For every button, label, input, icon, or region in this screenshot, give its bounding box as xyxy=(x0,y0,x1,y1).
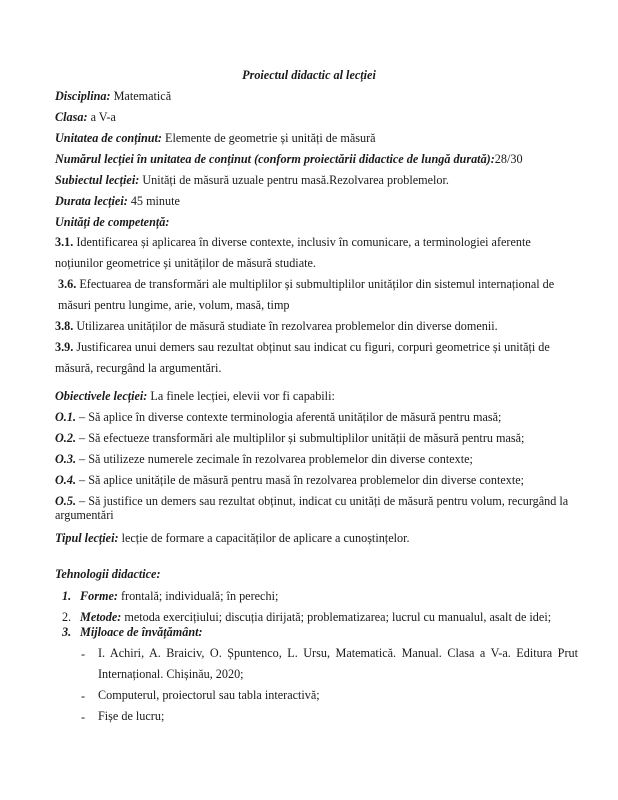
field-label: Clasa: xyxy=(55,110,88,124)
mijloc-text: Fișe de lucru; xyxy=(98,709,165,723)
tehnologie-label: Mijloace de învățământ: xyxy=(80,625,203,639)
competenta-text: Efectuarea de transformări ale multiplilor și submultiplilor unităților din sistemul internațional de măsuri pentru lungime, arie, volum, masă, timp xyxy=(58,277,555,312)
obiectiv-item xyxy=(55,431,524,445)
obiectiv-code: O.2. xyxy=(55,431,76,445)
obiectiv-item xyxy=(55,410,501,424)
competenta-code: 3.8. xyxy=(55,319,74,333)
obiectiv-code: O.3. xyxy=(55,452,76,466)
field-value: 28/30 xyxy=(494,152,523,166)
mijloc-text: I. Achiri, A. Braiciv, O. Șpuntenco, L. Ursu, Matematică. Manual. Clasa a V-a. Editura Prut Internațional. Chișinău, 2020; xyxy=(98,646,578,681)
field-value: 45 minute xyxy=(127,194,180,208)
competente-heading: Unități de competență: xyxy=(55,215,170,229)
field-value: Matematică xyxy=(110,89,172,103)
field-clasa xyxy=(55,110,116,124)
list-number: 1. xyxy=(62,589,72,603)
competenta-item xyxy=(55,316,575,337)
tehnologii-heading: Tehnologii didactice: xyxy=(55,567,161,581)
competenta-code: 3.1. xyxy=(55,235,74,249)
obiectiv-code: O.1. xyxy=(55,410,76,424)
tehnologie-item xyxy=(0,618,618,639)
field-label: Numărul lecției în unitatea de conținut (conform proiectării didactice de lungă durată): xyxy=(55,152,495,166)
dash-bullet: - xyxy=(81,689,86,703)
field-label: Durata lecției: xyxy=(55,194,128,208)
tipul-lectiei xyxy=(55,531,410,545)
field-disciplina xyxy=(55,89,171,103)
mijloc-item xyxy=(0,643,618,685)
obiectiv-text: – Să utilizeze numerele zecimale în rezolvarea problemelor din diverse contexte; xyxy=(76,452,473,466)
field-unitatea xyxy=(55,131,376,145)
obiective-intro xyxy=(55,389,335,403)
competenta-text: Justificarea unui demers sau rezultat obținut sau indicat cu figuri, corpuri geometrice și unități de măsură, recurgând la argumentări. xyxy=(55,340,550,375)
obiective-label: Obiectivele lecției: xyxy=(55,389,148,403)
mijloc-item xyxy=(0,706,618,727)
field-label: Unitatea de conținut: xyxy=(55,131,162,145)
tehnologie-label: Metode: xyxy=(80,610,122,624)
field-numarul xyxy=(55,152,523,166)
obiectiv-item xyxy=(55,473,524,487)
competenta-code: 3.6. xyxy=(58,277,77,291)
competenta-item xyxy=(55,232,575,274)
mijloc-item xyxy=(0,685,618,706)
dash-bullet: - xyxy=(81,647,86,661)
field-label: Subiectul lecției: xyxy=(55,173,140,187)
field-durata xyxy=(55,194,180,208)
obiectiv-text: – Să aplice unitățile de măsură pentru masă în rezolvarea problemelor din diverse contexte; xyxy=(76,473,525,487)
tipul-value: lecție de formare a capacităților de aplicare a cunoștințelor. xyxy=(118,531,410,545)
obiectiv-code: O.4. xyxy=(55,473,76,487)
tehnologie-item xyxy=(0,589,618,603)
competenta-item xyxy=(55,274,575,316)
competenta-item xyxy=(55,337,575,379)
document-title: Proiectul didactic al lecției xyxy=(242,68,376,82)
obiectiv-item xyxy=(55,494,575,522)
obiectiv-text: – Să efectueze transformări ale multiplilor și submultiplilor unității de măsură pentru masă; xyxy=(76,431,525,445)
tehnologie-label: Forme: xyxy=(80,589,118,603)
field-label: Disciplina: xyxy=(55,89,111,103)
obiectiv-item xyxy=(55,452,473,466)
mijloc-text: Computerul, proiectorul sau tabla interactivă; xyxy=(98,688,320,702)
list-number: 2. xyxy=(62,610,72,624)
field-value: Elemente de geometrie și unități de măsură xyxy=(162,131,376,145)
dash-bullet: - xyxy=(81,710,86,724)
tehnologie-text: metoda exercițiului; discuția dirijată; problematizarea; lucrul cu manualul, asalt de idei; xyxy=(121,610,552,624)
field-value: a V-a xyxy=(87,110,116,124)
tehnologie-text: frontală; individuală; în perechi; xyxy=(117,589,279,603)
obiectiv-text: – Să justifice un demers sau rezultat obținut, indicat cu unități de măsură pentru volum, recurgând la argumentări xyxy=(55,494,569,522)
competenta-code: 3.9. xyxy=(55,340,74,354)
list-number: 3. xyxy=(62,625,72,639)
obiectiv-code: O.5. xyxy=(55,494,76,508)
field-value: Unități de măsură uzuale pentru masă.Rezolvarea problemelor. xyxy=(139,173,449,187)
competenta-text: Identificarea și aplicarea în diverse contexte, inclusiv în comunicare, a terminologiei aferente noțiunilor geometrice și unităților de măsură studiate. xyxy=(55,235,531,270)
tipul-label: Tipul lecției: xyxy=(55,531,119,545)
competenta-text: Utilizarea unităților de măsură studiate în rezolvarea problemelor din diverse domenii. xyxy=(73,319,498,333)
obiective-intro-text: La finele lecției, elevii vor fi capabili: xyxy=(147,389,335,403)
field-subiectul xyxy=(55,173,449,187)
obiectiv-text: – Să aplice în diverse contexte terminologia aferentă unităților de măsură pentru masă; xyxy=(76,410,502,424)
